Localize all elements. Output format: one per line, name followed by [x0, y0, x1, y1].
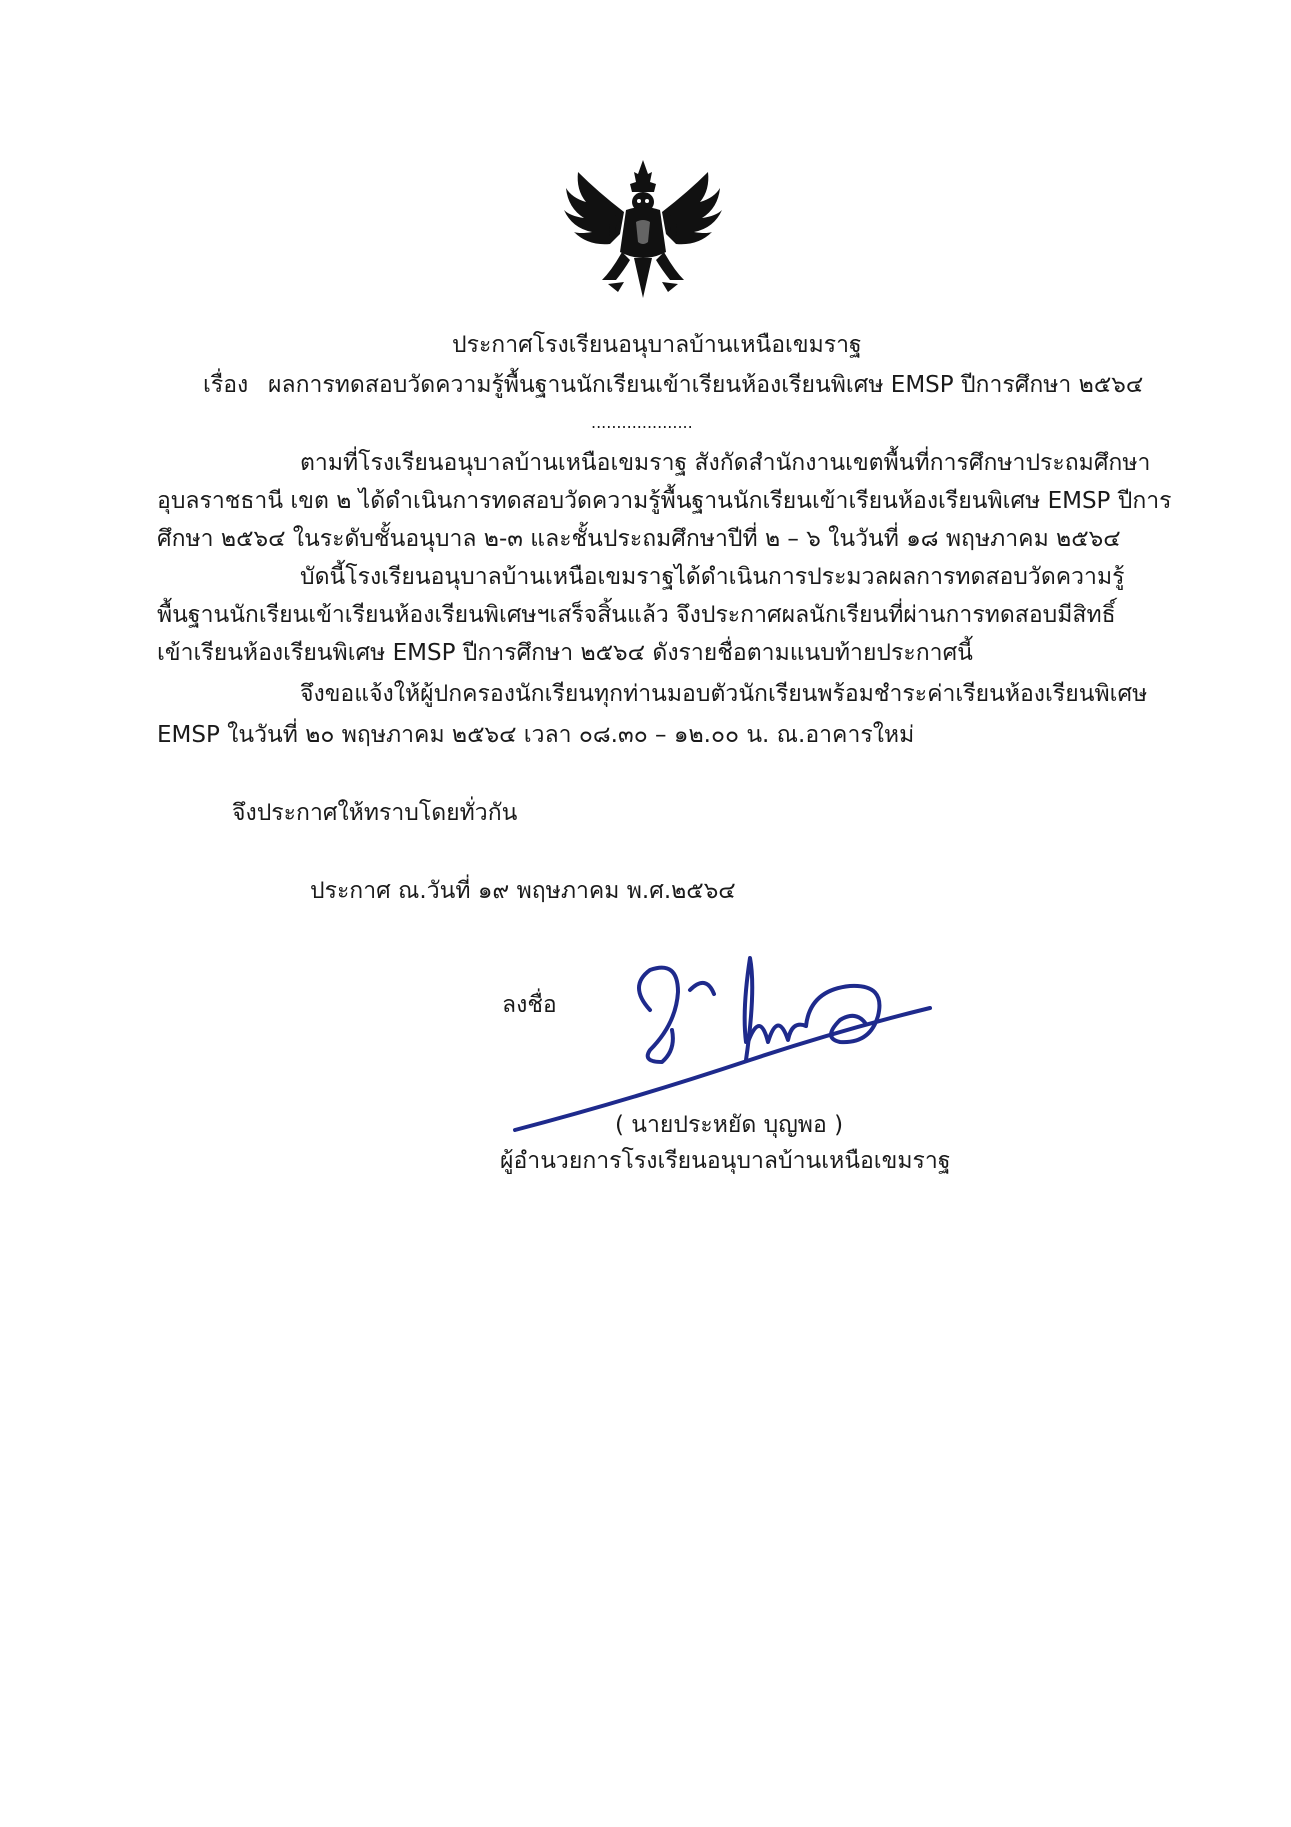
paragraph-3-line-1: จึงขอแจ้งให้ผู้ปกครองนักเรียนทุกท่านมอบตัวนักเรียนพร้อมชำระค่าเรียนห้องเรียนพิเศษ [300, 681, 1148, 707]
paragraph-3-line-2: EMSP ในวันที่ ๒๐ พฤษภาคม ๒๕๖๔ เวลา ๐๘.๓๐ – ๑๒.๐๐ น. ณ.อาคารใหม่ [157, 722, 915, 748]
signer-position: ผู้อำนวยการโรงเรียนอนุบาลบ้านเหนือเขมราฐ [500, 1148, 951, 1174]
paragraph-1-line-1: ตามที่โรงเรียนอนุบาลบ้านเหนือเขมราฐ สังกัดสำนักงานเขตพื้นที่การศึกษาประถมศึกษา [300, 450, 1151, 476]
announcement-title: ประกาศโรงเรียนอนุบาลบ้านเหนือเขมราฐ [452, 332, 862, 358]
paragraph-2-line-2: พื้นฐานนักเรียนเข้าเรียนห้องเรียนพิเศษฯเสร็จสิ้นแล้ว จึงประกาศผลนักเรียนที่ผ่านการทดสอบมีสิทธิ์ [157, 602, 1116, 628]
paragraph-1-line-2: อุบลราชธานี เขต ๒ ได้ดำเนินการทดสอบวัดความรู้พื้นฐานนักเรียนเข้าเรียนห้องเรียนพิเศษ EMSP ปีการ [157, 488, 1172, 514]
paragraph-2-line-3: เข้าเรียนห้องเรียนพิเศษ EMSP ปีการศึกษา ๒๕๖๔ ดังรายชื่อตามแนบท้ายประกาศนี้ [157, 640, 973, 666]
signer-name: ( นายประหยัด บุญพอ ) [615, 1112, 844, 1138]
sign-label: ลงชื่อ [502, 992, 557, 1018]
subject-label: เรื่อง [203, 372, 249, 398]
paragraph-1-line-3: ศึกษา ๒๕๖๔ ในระดับชั้นอนุบาล ๒-๓ และชั้นประถมศึกษาปีที่ ๒ – ๖ ในวันที่ ๑๘ พฤษภาคม ๒๕๖๔ [157, 526, 1121, 552]
garuda-emblem-icon [558, 152, 728, 302]
separator-dots: .................... [591, 413, 693, 432]
announcement-date: ประกาศ ณ.วันที่ ๑๙ พฤษภาคม พ.ศ.๒๕๖๔ [310, 878, 736, 904]
paragraph-2-line-1: บัดนี้โรงเรียนอนุบาลบ้านเหนือเขมราฐได้ดำเนินการประมวลผลการทดสอบวัดความรู้ [300, 564, 1125, 590]
subject-text: ผลการทดสอบวัดความรู้พื้นฐานนักเรียนเข้าเรียนห้องเรียนพิเศษ EMSP ปีการศึกษา ๒๕๖๔ [268, 372, 1144, 398]
closing-announce: จึงประกาศให้ทราบโดยทั่วกัน [232, 800, 518, 826]
